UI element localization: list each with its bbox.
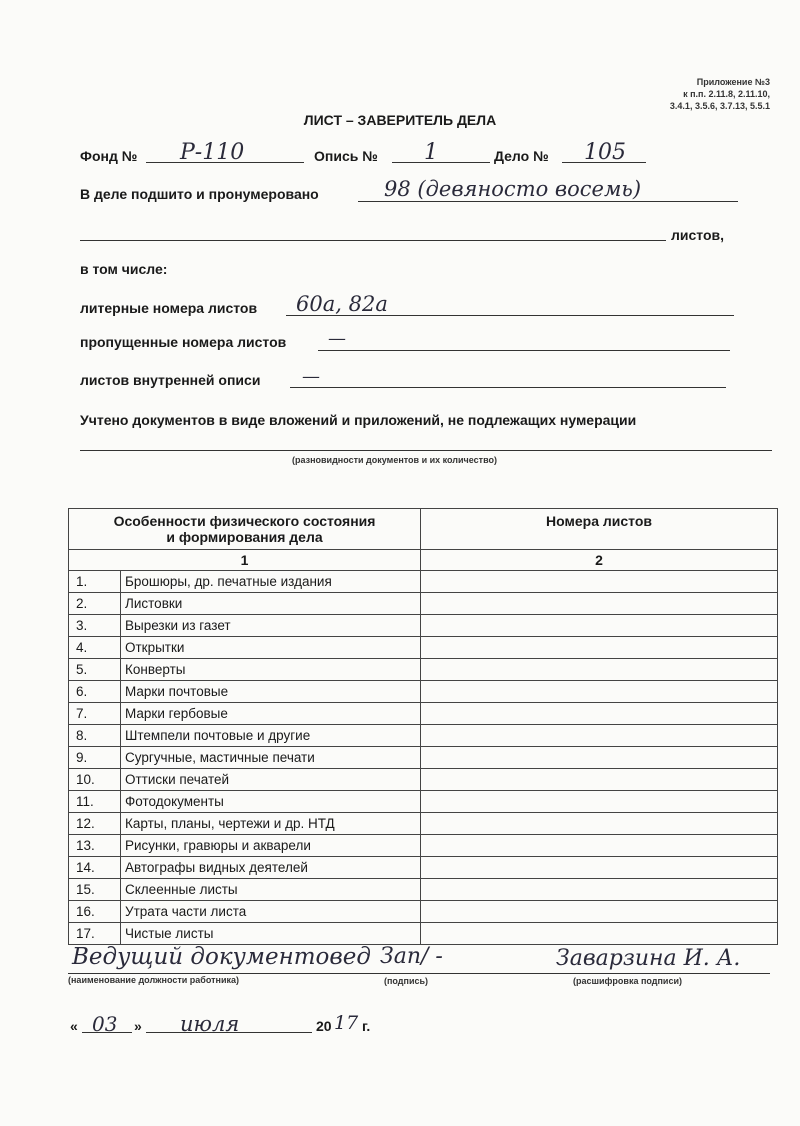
appendix-line: к п.п. 2.11.8, 2.11.10, bbox=[683, 89, 770, 99]
internal-inventory-label: листов внутренней описи bbox=[80, 372, 261, 388]
table-row bbox=[69, 857, 778, 879]
header-line: и формирования дела bbox=[166, 529, 323, 545]
date-year-suffix: 17 bbox=[334, 1012, 359, 1034]
table-row bbox=[69, 747, 778, 769]
row-label: Рисунки, гравюры и акварели bbox=[121, 835, 421, 857]
row-sheet-numbers bbox=[421, 637, 778, 659]
table-header-sheet-numbers: Номера листов bbox=[421, 509, 778, 550]
row-sheet-numbers bbox=[421, 615, 778, 637]
row-label: Марки гербовые bbox=[121, 703, 421, 725]
signature-caption: (подпись) bbox=[384, 976, 429, 986]
row-sheet-numbers bbox=[421, 703, 778, 725]
row-label: Автографы видных деятелей bbox=[121, 857, 421, 879]
row-sheet-numbers bbox=[421, 769, 778, 791]
row-number: 3. bbox=[69, 615, 121, 637]
fond-label: Фонд № bbox=[80, 148, 138, 164]
row-number: 2. bbox=[69, 593, 121, 615]
accounted-documents-label: Учтено документов в виде вложений и приложений, не подлежащих нумерации bbox=[80, 412, 637, 428]
table-row bbox=[69, 901, 778, 923]
row-sheet-numbers bbox=[421, 923, 778, 945]
row-label: Марки почтовые bbox=[121, 681, 421, 703]
internal-inventory-value: — bbox=[302, 366, 320, 387]
row-number: 1. bbox=[69, 571, 121, 593]
row-number: 5. bbox=[69, 659, 121, 681]
row-label: Сургучные, мастичные печати bbox=[121, 747, 421, 769]
including-label: в том числе: bbox=[80, 261, 168, 277]
table-header-row bbox=[69, 509, 778, 550]
sheets-value: 98 (девяносто восемь) bbox=[384, 177, 642, 201]
sheets-suffix: листов, bbox=[671, 227, 725, 243]
table-row bbox=[69, 593, 778, 615]
letter-numbers-label: литерные номера листов bbox=[80, 300, 258, 316]
table-row bbox=[69, 637, 778, 659]
column-number-2: 2 bbox=[421, 550, 778, 571]
date-open-quote: « bbox=[70, 1018, 78, 1034]
date-day: 03 bbox=[92, 1012, 118, 1036]
table-row bbox=[69, 813, 778, 835]
row-number: 16. bbox=[69, 901, 121, 923]
row-sheet-numbers bbox=[421, 901, 778, 923]
row-sheet-numbers bbox=[421, 747, 778, 769]
missing-numbers-line bbox=[318, 350, 730, 351]
row-number: 17. bbox=[69, 923, 121, 945]
table-row bbox=[69, 923, 778, 945]
signature-line bbox=[68, 973, 770, 974]
row-sheet-numbers bbox=[421, 813, 778, 835]
name-value: Заварзина И. А. bbox=[556, 946, 741, 971]
table-row bbox=[69, 681, 778, 703]
row-label: Вырезки из газет bbox=[121, 615, 421, 637]
delo-label: Дело № bbox=[494, 148, 549, 164]
opis-line bbox=[392, 162, 490, 163]
row-number: 15. bbox=[69, 879, 121, 901]
row-label: Штемпели почтовые и другие bbox=[121, 725, 421, 747]
row-label: Фотодокументы bbox=[121, 791, 421, 813]
row-sheet-numbers bbox=[421, 659, 778, 681]
signature-value: Зап/ - bbox=[380, 944, 443, 969]
row-number: 9. bbox=[69, 747, 121, 769]
date-year-prefix: 20 bbox=[316, 1018, 332, 1034]
row-label: Карты, планы, чертежи и др. НТД bbox=[121, 813, 421, 835]
table-row bbox=[69, 835, 778, 857]
column-number-1: 1 bbox=[69, 550, 421, 571]
missing-numbers-label: пропущенные номера листов bbox=[80, 334, 287, 350]
sheets-line bbox=[358, 201, 738, 202]
row-number: 6. bbox=[69, 681, 121, 703]
row-label: Конверты bbox=[121, 659, 421, 681]
accounted-documents-caption: (разновидности документов и их количество) bbox=[292, 455, 497, 465]
row-number: 14. bbox=[69, 857, 121, 879]
table-column-number-row bbox=[69, 550, 778, 571]
opis-label: Опись № bbox=[314, 148, 378, 164]
table-row bbox=[69, 615, 778, 637]
table-header-features bbox=[69, 509, 421, 550]
sheets-continuation-line bbox=[80, 240, 666, 241]
position-caption: (наименование должности работника) bbox=[68, 975, 240, 985]
letter-numbers-value: 60а, 82а bbox=[296, 292, 388, 316]
row-sheet-numbers bbox=[421, 835, 778, 857]
row-sheet-numbers bbox=[421, 725, 778, 747]
table-row bbox=[69, 791, 778, 813]
row-label: Оттиски печатей bbox=[121, 769, 421, 791]
name-caption: (расшифровка подписи) bbox=[573, 976, 682, 986]
row-number: 12. bbox=[69, 813, 121, 835]
row-sheet-numbers bbox=[421, 571, 778, 593]
position-value: Ведущий документовед bbox=[72, 944, 371, 970]
row-number: 8. bbox=[69, 725, 121, 747]
table-row bbox=[69, 725, 778, 747]
appendix-line: Приложение №3 bbox=[696, 77, 770, 87]
row-label: Чистые листы bbox=[121, 923, 421, 945]
row-label: Утрата части листа bbox=[121, 901, 421, 923]
internal-inventory-line bbox=[290, 387, 726, 388]
row-sheet-numbers bbox=[421, 791, 778, 813]
row-label: Листовки bbox=[121, 593, 421, 615]
appendix-line: 3.4.1, 3.5.6, 3.7.13, 5.5.1 bbox=[669, 101, 770, 111]
opis-value: 1 bbox=[424, 140, 438, 165]
header-line: Особенности физического состояния bbox=[113, 513, 376, 529]
row-number: 13. bbox=[69, 835, 121, 857]
document-title: ЛИСТ – ЗАВЕРИТЕЛЬ ДЕЛА bbox=[303, 112, 497, 128]
accounted-documents-line bbox=[80, 450, 772, 451]
row-label: Брошюры, др. печатные издания bbox=[121, 571, 421, 593]
table-row bbox=[69, 571, 778, 593]
row-sheet-numbers bbox=[421, 681, 778, 703]
table-body bbox=[69, 571, 778, 945]
row-sheet-numbers bbox=[421, 879, 778, 901]
row-sheet-numbers bbox=[421, 593, 778, 615]
date-month: июля bbox=[180, 1012, 240, 1036]
row-number: 10. bbox=[69, 769, 121, 791]
row-sheet-numbers bbox=[421, 857, 778, 879]
sheets-label: В деле подшито и пронумеровано bbox=[80, 186, 319, 202]
row-number: 7. bbox=[69, 703, 121, 725]
row-label: Открытки bbox=[121, 637, 421, 659]
delo-value: 105 bbox=[584, 140, 626, 165]
table-row bbox=[69, 769, 778, 791]
appendix-reference bbox=[670, 76, 770, 112]
missing-numbers-value: — bbox=[328, 328, 346, 349]
table-row bbox=[69, 879, 778, 901]
date-close-quote: » bbox=[134, 1018, 142, 1034]
physical-state-table bbox=[68, 508, 778, 945]
table-row bbox=[69, 659, 778, 681]
fond-value: Р-110 bbox=[180, 140, 245, 165]
date-year-end: г. bbox=[362, 1018, 371, 1034]
row-number: 11. bbox=[69, 791, 121, 813]
table-row bbox=[69, 703, 778, 725]
row-number: 4. bbox=[69, 637, 121, 659]
row-label: Склеенные листы bbox=[121, 879, 421, 901]
